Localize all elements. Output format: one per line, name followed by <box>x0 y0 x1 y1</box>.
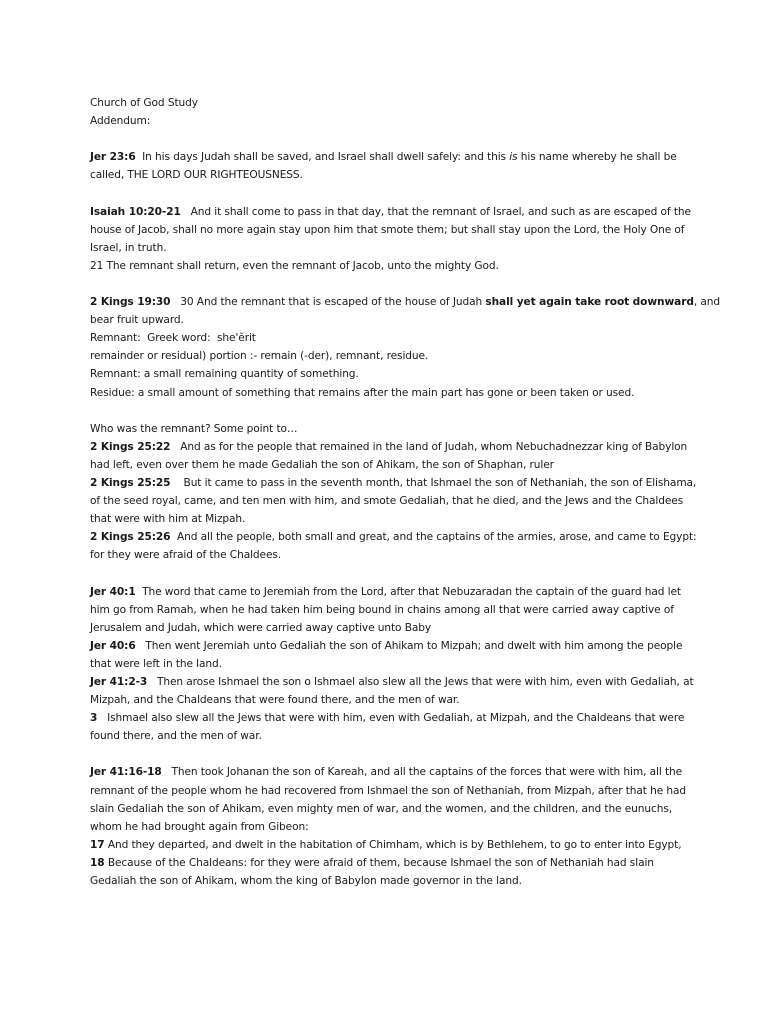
text-line <box>90 456 698 474</box>
text-line <box>90 221 698 239</box>
text-line <box>90 637 698 655</box>
text-line <box>90 293 720 311</box>
verse-text: had left, even over them he made Gedaliah the son of Ahikam, the son of Shaphan, ruler <box>90 458 554 471</box>
verse-text: The word that came to Jeremiah from the Lord, after that Nebuzaradan the captain of the guard had let <box>135 585 681 598</box>
spacer <box>90 402 698 420</box>
text-line <box>90 655 698 673</box>
text-line <box>90 782 698 800</box>
verse-text: Israel, in truth. <box>90 241 167 254</box>
verse-text: remainder or residual) portion :- remain (-der), remnant, residue. <box>90 350 429 363</box>
verse-text: that were with him at Mizpah. <box>90 513 246 526</box>
verse-reference: 2 Kings 25:26 <box>90 531 171 544</box>
document-title: Church of God Study <box>90 97 198 109</box>
text-line <box>90 311 698 329</box>
text-line <box>90 365 698 383</box>
text-line <box>90 546 698 564</box>
spacer <box>90 564 698 582</box>
verse-reference: shall yet again take root downward <box>485 296 694 309</box>
scripture-section <box>90 420 698 565</box>
verse-text: slain Gedaliah the son of Ahikam, even mighty men of war, and the women, and the children, and the eunuchs, <box>90 802 673 815</box>
verse-reference: Jer 40:6 <box>90 639 136 652</box>
verse-reference: 2 Kings 25:25 <box>90 476 171 489</box>
verse-text: bear fruit upward. <box>90 314 184 327</box>
text-line <box>90 673 698 691</box>
text-line <box>90 510 698 528</box>
verse-reference: 2 Kings 25:22 <box>90 440 171 453</box>
text-line <box>90 763 698 781</box>
verse-text: found there, and the men of war. <box>90 730 262 743</box>
verse-text: for they were afraid of the Chaldees. <box>90 549 282 562</box>
text-line <box>90 836 698 854</box>
text-line <box>90 709 698 727</box>
verse-text: Residue: a small amount of something that remains after the main part has gone or been taken or used. <box>90 386 635 399</box>
verse-reference: Isaiah 10:20-21 <box>90 205 181 218</box>
verse-text: Then arose Ishmael the son o Ishmael also slew all the Jews that were with him, even with Gedaliah, at <box>147 676 694 688</box>
verse-reference: Jer 41:2-3 <box>90 676 148 688</box>
verse-text: remnant of the people whom he had recovered from Ishmael the son of Nethaniah, from Mizpah, after that he had <box>90 784 687 797</box>
verse-text: Gedaliah the son of Ahikam, whom the king of Babylon made governor in the land. <box>90 875 522 888</box>
verse-text: his name whereby he shall be <box>517 151 677 164</box>
document-body <box>90 148 720 890</box>
text-line <box>90 438 698 456</box>
text-line <box>90 619 698 637</box>
verse-text: And all the people, both small and great, and the captains of the armies, arose, and came to Egypt: <box>170 531 697 544</box>
text-line <box>90 583 698 601</box>
scripture-section <box>90 203 698 275</box>
verse-text: But it came to pass in the seventh month, that Ishmael the son of Nethaniah, the son of Elishama, <box>170 476 697 489</box>
verse-reference: 18 <box>90 856 105 869</box>
scripture-section <box>90 148 698 184</box>
spacer <box>90 745 698 763</box>
verse-text: Jerusalem and Judah, which were carried away captive unto Baby <box>90 621 432 634</box>
text-line <box>90 872 698 890</box>
text-line <box>90 329 698 347</box>
text-line <box>90 691 698 709</box>
text-line <box>90 818 698 836</box>
text-line <box>90 148 698 166</box>
verse-text: In his days Judah shall be saved, and Israel shall dwell safely: and this <box>135 151 510 164</box>
verse-text: Remnant: a small remaining quantity of something. <box>90 368 359 381</box>
verse-reference: 17 <box>90 838 105 851</box>
verse-text: Ishmael also slew all the Jews that were with him, even with Gedaliah, at Mizpah, and the Chaldeans that were <box>97 712 685 725</box>
verse-reference: Jer 23:6 <box>90 151 136 164</box>
spacer <box>90 275 698 293</box>
text-line <box>90 420 698 438</box>
scripture-section <box>90 293 720 402</box>
verse-text: that were left in the land. <box>90 657 222 670</box>
verse-text: house of Jacob, shall no more again stay upon him that smote them; but shall stay upon the Lord, the Holy One of <box>90 223 685 236</box>
text-line <box>90 384 698 402</box>
text-line <box>90 528 698 546</box>
verse-text: him go from Ramah, when he had taken him being bound in chains among all that were carried away captive of <box>90 603 674 616</box>
text-line <box>90 239 698 257</box>
scripture-section <box>90 763 698 890</box>
text-line <box>90 166 698 184</box>
spacer <box>90 184 698 202</box>
verse-text: , and <box>693 296 720 309</box>
verse-text: 21 The remnant shall return, even the remnant of Jacob, unto the mighty God. <box>90 259 499 272</box>
text-line <box>90 800 698 818</box>
verse-text: Then went Jeremiah unto Gedaliah the son of Ahikam to Mizpah; and dwelt with him among the people <box>135 639 683 652</box>
verse-text: called, THE LORD OUR RIGHTEOUSNESS. <box>90 169 303 182</box>
text-line <box>90 474 698 492</box>
verse-text: And they departed, and dwelt in the habitation of Chimham, which is by Bethlehem, to go to enter into Egypt, <box>104 838 682 851</box>
verse-text: Who was the remnant? Some point to… <box>90 422 298 435</box>
verse-text: of the seed royal, came, and ten men with him, and smote Gedaliah, that he died, and the Jews and the Chaldees <box>90 495 684 508</box>
verse-text: Because of the Chaldeans: for they were afraid of them, because Ishmael the son of Nethaniah had slain <box>104 856 654 869</box>
text-line <box>90 492 698 510</box>
verse-text: whom he had brought again from Gibeon: <box>90 820 309 833</box>
scripture-section <box>90 583 698 746</box>
verse-reference: 2 Kings 19:30 <box>90 296 171 309</box>
verse-reference: Jer 41:16-18 <box>90 766 162 779</box>
spacer <box>90 130 698 148</box>
verse-text: Mizpah, and the Chaldeans that were found there, and the men of war. <box>90 694 460 707</box>
verse-reference: Jer 40:1 <box>90 585 136 598</box>
verse-text: Then took Johanan the son of Kareah, and all the captains of the forces that were with him, all the <box>161 766 683 779</box>
text-line <box>90 257 698 275</box>
text-line <box>90 601 698 619</box>
text-line <box>90 203 698 221</box>
verse-text: And as for the people that remained in the land of Judah, whom Nebuchadnezzar king of Babylon <box>170 440 688 453</box>
verse-text: And it shall come to pass in that day, that the remnant of Israel, and such as are escaped of the <box>180 205 691 218</box>
verse-reference: 3 <box>90 712 98 725</box>
text-line <box>90 854 698 872</box>
verse-text: 30 And the remnant that is escaped of the house of Judah <box>170 296 486 309</box>
verse-text: is <box>509 151 518 164</box>
document-subtitle: Addendum: <box>90 115 151 128</box>
text-line <box>90 727 698 745</box>
text-line <box>90 347 698 365</box>
verse-text: Remnant: Greek word: she'ĕrit <box>90 332 256 345</box>
